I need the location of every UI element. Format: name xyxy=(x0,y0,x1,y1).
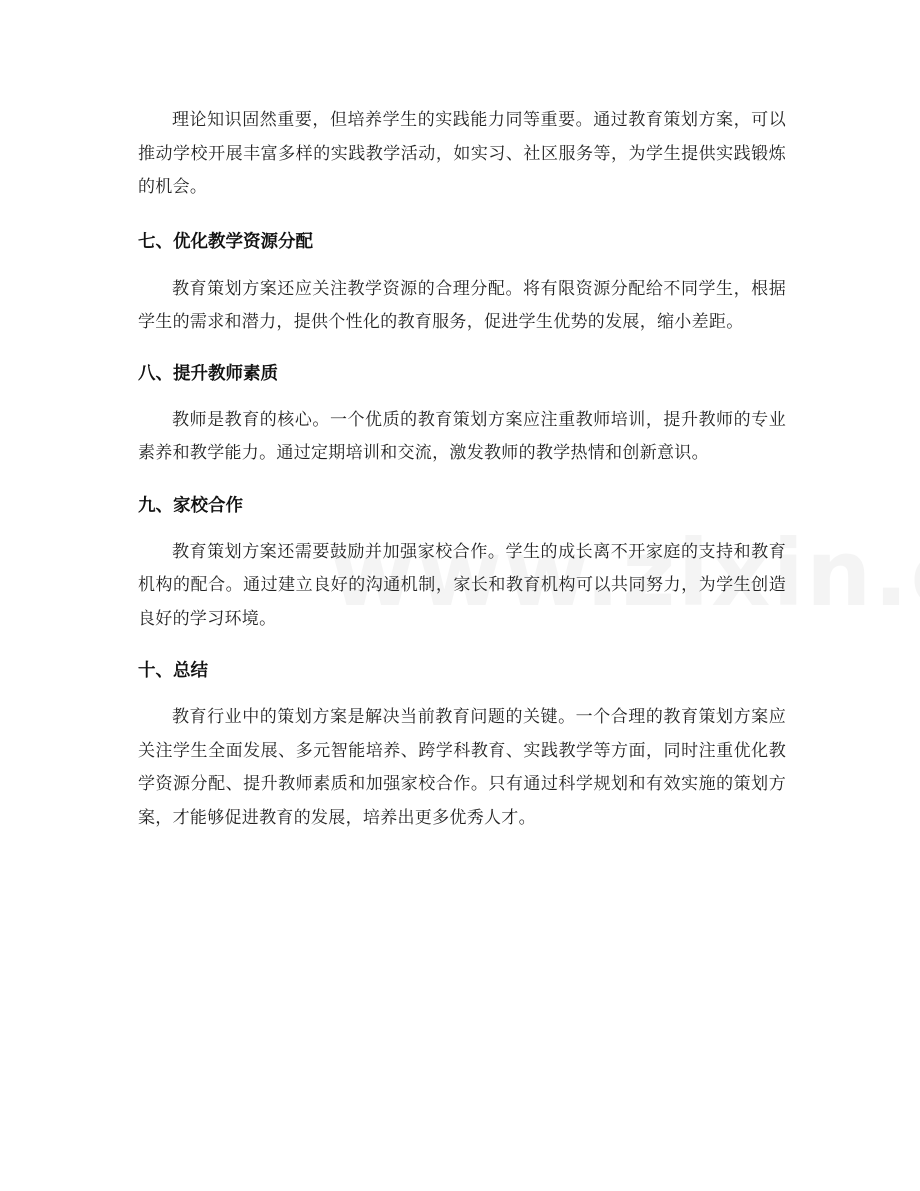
section-body-teacher-quality: 教师是教育的核心。一个优质的教育策划方案应注重教师培训，提升教师的专业素养和教学能力。通过定期培训和交流，激发教师的教学热情和创新意识。 xyxy=(138,409,786,463)
section-heading-resource-allocation: 七、优化教学资源分配 xyxy=(138,231,313,252)
section-body-summary: 教育行业中的策划方案是解决当前教育问题的关键。一个合理的教育策划方案应关注学生全面发展、多元智能培养、跨学科教育、实践教学等方面，同时注重优化教学资源分配、提升教师素质和加强家校合作。只有通过科学规划和有效实施的策划方案，才能够促进教育的发展，培养出更多优秀人才。 xyxy=(138,707,786,828)
intro-paragraph: 理论知识固然重要，但培养学生的实践能力同等重要。通过教育策划方案，可以推动学校开展丰富多样的实践教学活动，如实习、社区服务等，为学生提供实践锻炼的机会。 xyxy=(138,110,786,197)
section-heading-home-school: 九、家校合作 xyxy=(138,495,243,516)
section-body-resource-allocation: 教育策划方案还应关注教学资源的合理分配。将有限资源分配给不同学生，根据学生的需求和潜力，提供个性化的教育服务，促进学生优势的发展，缩小差距。 xyxy=(138,278,786,332)
document-page xyxy=(138,104,786,835)
section-body-home-school: 教育策划方案还需要鼓励并加强家校合作。学生的成长离不开家庭的支持和教育机构的配合。通过建立良好的沟通机制，家长和教育机构可以共同努力，为学生创造良好的学习环境。 xyxy=(138,541,786,629)
section-heading-teacher-quality: 八、提升教师素质 xyxy=(138,363,278,384)
section-heading-summary: 十、总结 xyxy=(138,661,208,681)
